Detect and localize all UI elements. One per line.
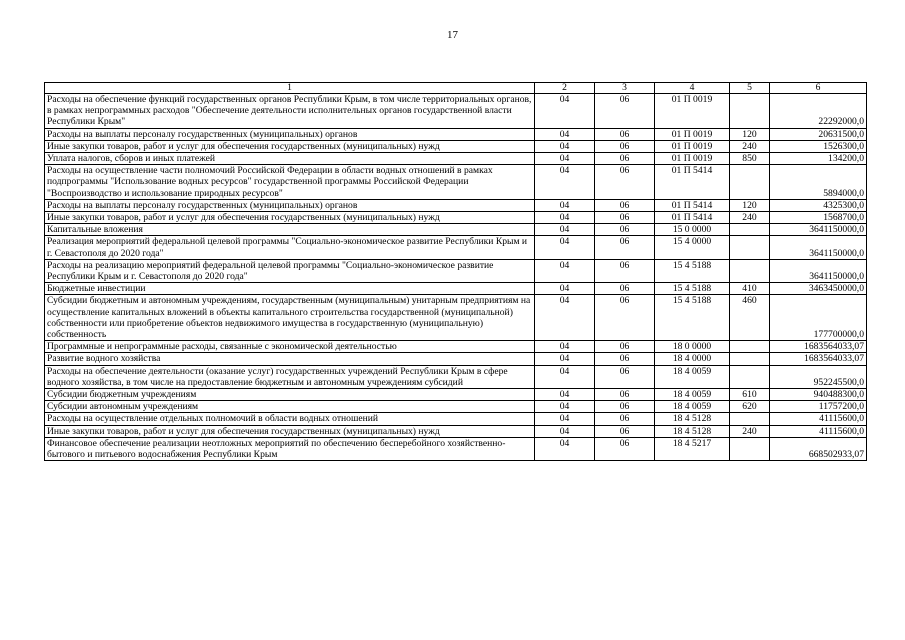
table-row bbox=[45, 94, 867, 129]
row-name-cell: Расходы на обеспечение функций государственных органов Республики Крым, в том числе территориальных органов, в рамках непрограммных расходов "Обеспечение деятельности исполнительных органов государственной власти Республики Крым" bbox=[45, 94, 535, 129]
row-amount-cell: 4325300,0 bbox=[770, 199, 867, 211]
row-amount-cell: 1526300,0 bbox=[770, 140, 867, 152]
table-row bbox=[45, 212, 867, 224]
row-name-cell: Реализация мероприятий федеральной целевой программы "Социально-экономическое развитие Республики Крым и г. Севастополя до 2020 года" bbox=[45, 236, 535, 259]
row-subsection-cell: 06 bbox=[595, 153, 655, 165]
budget-table bbox=[44, 82, 867, 461]
row-target-code-cell: 18 4 5217 bbox=[655, 437, 730, 460]
row-target-code-cell: 15 4 0000 bbox=[655, 236, 730, 259]
row-expense-type-cell bbox=[730, 341, 770, 353]
row-subsection-cell: 06 bbox=[595, 341, 655, 353]
row-target-code-cell: 18 4 5128 bbox=[655, 413, 730, 425]
row-target-code-cell: 01 П 5414 bbox=[655, 165, 730, 200]
row-name-cell: Расходы на осуществление отдельных полномочий в области водных отношений bbox=[45, 413, 535, 425]
table-row bbox=[45, 224, 867, 236]
row-amount-cell: 668502933,07 bbox=[770, 437, 867, 460]
row-target-code-cell: 01 П 0019 bbox=[655, 140, 730, 152]
row-subsection-cell: 06 bbox=[595, 353, 655, 365]
row-amount-cell: 3463450000,0 bbox=[770, 283, 867, 295]
table-row bbox=[45, 259, 867, 282]
row-expense-type-cell: 610 bbox=[730, 389, 770, 401]
row-subsection-cell: 06 bbox=[595, 425, 655, 437]
row-target-code-cell: 01 П 5414 bbox=[655, 199, 730, 211]
row-subsection-cell: 06 bbox=[595, 259, 655, 282]
header-cell: 2 bbox=[535, 83, 595, 94]
row-section-cell: 04 bbox=[535, 413, 595, 425]
row-name-cell: Расходы на реализацию мероприятий федеральной целевой программы "Социально-экономическое развитие Республики Крым и г. Севастополя до 2020 года" bbox=[45, 259, 535, 282]
row-name-cell: Иные закупки товаров, работ и услуг для обеспечения государственных (муниципальных) нужд bbox=[45, 425, 535, 437]
row-name-cell: Расходы на выплаты персоналу государственных (муниципальных) органов bbox=[45, 199, 535, 211]
header-cell: 3 bbox=[595, 83, 655, 94]
row-section-cell: 04 bbox=[535, 199, 595, 211]
header-cell: 5 bbox=[730, 83, 770, 94]
row-expense-type-cell bbox=[730, 165, 770, 200]
row-name-cell: Развитие водного хозяйства bbox=[45, 353, 535, 365]
row-expense-type-cell bbox=[730, 437, 770, 460]
row-amount-cell: 1683564033,07 bbox=[770, 353, 867, 365]
row-amount-cell: 41115600,0 bbox=[770, 413, 867, 425]
row-subsection-cell: 06 bbox=[595, 437, 655, 460]
table-row bbox=[45, 437, 867, 460]
table-row bbox=[45, 295, 867, 341]
row-expense-type-cell bbox=[730, 353, 770, 365]
row-subsection-cell: 06 bbox=[595, 401, 655, 413]
row-name-cell: Финансовое обеспечение реализации неотложных мероприятий по обеспечению бесперебойного хозяйственно-бытового и питьевого водоснабжения Республики Крым bbox=[45, 437, 535, 460]
row-target-code-cell: 01 П 5414 bbox=[655, 212, 730, 224]
row-section-cell: 04 bbox=[535, 283, 595, 295]
table-row bbox=[45, 425, 867, 437]
row-amount-cell: 11757200,0 bbox=[770, 401, 867, 413]
table-row bbox=[45, 199, 867, 211]
budget-table-body bbox=[45, 83, 867, 461]
row-expense-type-cell: 240 bbox=[730, 425, 770, 437]
row-section-cell: 04 bbox=[535, 341, 595, 353]
row-section-cell: 04 bbox=[535, 425, 595, 437]
row-amount-cell: 940488300,0 bbox=[770, 389, 867, 401]
table-row bbox=[45, 128, 867, 140]
row-target-code-cell: 18 4 5128 bbox=[655, 425, 730, 437]
header-cell: 4 bbox=[655, 83, 730, 94]
row-expense-type-cell: 620 bbox=[730, 401, 770, 413]
row-section-cell: 04 bbox=[535, 128, 595, 140]
row-name-cell: Программные и непрограммные расходы, связанные с экономической деятельностью bbox=[45, 341, 535, 353]
table-row bbox=[45, 353, 867, 365]
row-amount-cell: 5894000,0 bbox=[770, 165, 867, 200]
row-expense-type-cell bbox=[730, 259, 770, 282]
row-amount-cell: 3641150000,0 bbox=[770, 259, 867, 282]
row-target-code-cell: 01 П 0019 bbox=[655, 153, 730, 165]
table-row bbox=[45, 140, 867, 152]
row-section-cell: 04 bbox=[535, 140, 595, 152]
row-subsection-cell: 06 bbox=[595, 94, 655, 129]
table-row bbox=[45, 413, 867, 425]
row-amount-cell: 20631500,0 bbox=[770, 128, 867, 140]
row-amount-cell: 41115600,0 bbox=[770, 425, 867, 437]
row-name-cell: Капитальные вложения bbox=[45, 224, 535, 236]
row-target-code-cell: 18 4 0000 bbox=[655, 353, 730, 365]
row-section-cell: 04 bbox=[535, 153, 595, 165]
row-amount-cell: 952245500,0 bbox=[770, 365, 867, 388]
row-target-code-cell: 15 4 5188 bbox=[655, 283, 730, 295]
row-subsection-cell: 06 bbox=[595, 165, 655, 200]
row-amount-cell: 1568700,0 bbox=[770, 212, 867, 224]
row-name-cell: Расходы на обеспечение деятельности (оказание услуг) государственных учреждений Республики Крым в сфере водного хозяйства, в том числе на предоставление бюджетным и автономным учреждениям субсидий bbox=[45, 365, 535, 388]
row-expense-type-cell bbox=[730, 94, 770, 129]
row-expense-type-cell: 240 bbox=[730, 140, 770, 152]
row-target-code-cell: 18 0 0000 bbox=[655, 341, 730, 353]
row-amount-cell: 22292000,0 bbox=[770, 94, 867, 129]
row-expense-type-cell bbox=[730, 236, 770, 259]
row-subsection-cell: 06 bbox=[595, 389, 655, 401]
row-subsection-cell: 06 bbox=[595, 236, 655, 259]
row-target-code-cell: 15 0 0000 bbox=[655, 224, 730, 236]
row-expense-type-cell bbox=[730, 365, 770, 388]
row-expense-type-cell: 120 bbox=[730, 128, 770, 140]
row-subsection-cell: 06 bbox=[595, 224, 655, 236]
row-name-cell: Бюджетные инвестиции bbox=[45, 283, 535, 295]
row-subsection-cell: 06 bbox=[595, 140, 655, 152]
table-row bbox=[45, 341, 867, 353]
row-section-cell: 04 bbox=[535, 295, 595, 341]
header-cell: 6 bbox=[770, 83, 867, 94]
row-section-cell: 04 bbox=[535, 401, 595, 413]
row-name-cell: Иные закупки товаров, работ и услуг для обеспечения государственных (муниципальных) нужд bbox=[45, 140, 535, 152]
row-subsection-cell: 06 bbox=[595, 199, 655, 211]
row-target-code-cell: 18 4 0059 bbox=[655, 365, 730, 388]
row-subsection-cell: 06 bbox=[595, 283, 655, 295]
row-expense-type-cell bbox=[730, 224, 770, 236]
row-amount-cell: 177700000,0 bbox=[770, 295, 867, 341]
row-section-cell: 04 bbox=[535, 224, 595, 236]
header-cell: 1 bbox=[45, 83, 535, 94]
row-name-cell: Иные закупки товаров, работ и услуг для обеспечения государственных (муниципальных) нужд bbox=[45, 212, 535, 224]
row-section-cell: 04 bbox=[535, 165, 595, 200]
row-target-code-cell: 01 П 0019 bbox=[655, 128, 730, 140]
row-name-cell: Субсидии бюджетным учреждениям bbox=[45, 389, 535, 401]
table-row bbox=[45, 401, 867, 413]
row-target-code-cell: 18 4 0059 bbox=[655, 401, 730, 413]
table-row bbox=[45, 153, 867, 165]
table-row bbox=[45, 365, 867, 388]
row-target-code-cell: 01 П 0019 bbox=[655, 94, 730, 129]
row-name-cell: Субсидии автономным учреждениям bbox=[45, 401, 535, 413]
row-section-cell: 04 bbox=[535, 236, 595, 259]
row-section-cell: 04 bbox=[535, 94, 595, 129]
row-expense-type-cell: 410 bbox=[730, 283, 770, 295]
row-subsection-cell: 06 bbox=[595, 212, 655, 224]
row-subsection-cell: 06 bbox=[595, 295, 655, 341]
row-name-cell: Расходы на выплаты персоналу государственных (муниципальных) органов bbox=[45, 128, 535, 140]
row-section-cell: 04 bbox=[535, 437, 595, 460]
row-name-cell: Субсидии бюджетным и автономным учреждениям, государственным (муниципальным) унитарным предприятиям на осуществление капитальных вложений в объекты капитального строительства государственной (муниципальной) собственности или приобретение объектов недвижимого имущества в государственную (муниципальную) собственность bbox=[45, 295, 535, 341]
row-subsection-cell: 06 bbox=[595, 365, 655, 388]
row-section-cell: 04 bbox=[535, 353, 595, 365]
table-row bbox=[45, 236, 867, 259]
row-target-code-cell: 18 4 0059 bbox=[655, 389, 730, 401]
row-expense-type-cell bbox=[730, 413, 770, 425]
row-amount-cell: 1683564033,07 bbox=[770, 341, 867, 353]
row-expense-type-cell: 460 bbox=[730, 295, 770, 341]
row-section-cell: 04 bbox=[535, 389, 595, 401]
row-expense-type-cell: 850 bbox=[730, 153, 770, 165]
row-subsection-cell: 06 bbox=[595, 128, 655, 140]
table-row bbox=[45, 165, 867, 200]
row-name-cell: Уплата налогов, сборов и иных платежей bbox=[45, 153, 535, 165]
row-target-code-cell: 15 4 5188 bbox=[655, 259, 730, 282]
row-expense-type-cell: 240 bbox=[730, 212, 770, 224]
row-target-code-cell: 15 4 5188 bbox=[655, 295, 730, 341]
row-section-cell: 04 bbox=[535, 259, 595, 282]
row-expense-type-cell: 120 bbox=[730, 199, 770, 211]
header-row bbox=[45, 83, 867, 94]
row-amount-cell: 134200,0 bbox=[770, 153, 867, 165]
row-subsection-cell: 06 bbox=[595, 413, 655, 425]
table-row bbox=[45, 389, 867, 401]
page-number: 17 bbox=[447, 29, 458, 41]
row-amount-cell: 3641150000,0 bbox=[770, 236, 867, 259]
row-amount-cell: 3641150000,0 bbox=[770, 224, 867, 236]
row-name-cell: Расходы на осуществление части полномочий Российской Федерации в области водных отношений в рамках подпрограммы "Использование водных ресурсов" государственной программы Российской Федерации "Воспроизводство и использование природных ресурсов" bbox=[45, 165, 535, 200]
table-row bbox=[45, 283, 867, 295]
row-section-cell: 04 bbox=[535, 212, 595, 224]
row-section-cell: 04 bbox=[535, 365, 595, 388]
